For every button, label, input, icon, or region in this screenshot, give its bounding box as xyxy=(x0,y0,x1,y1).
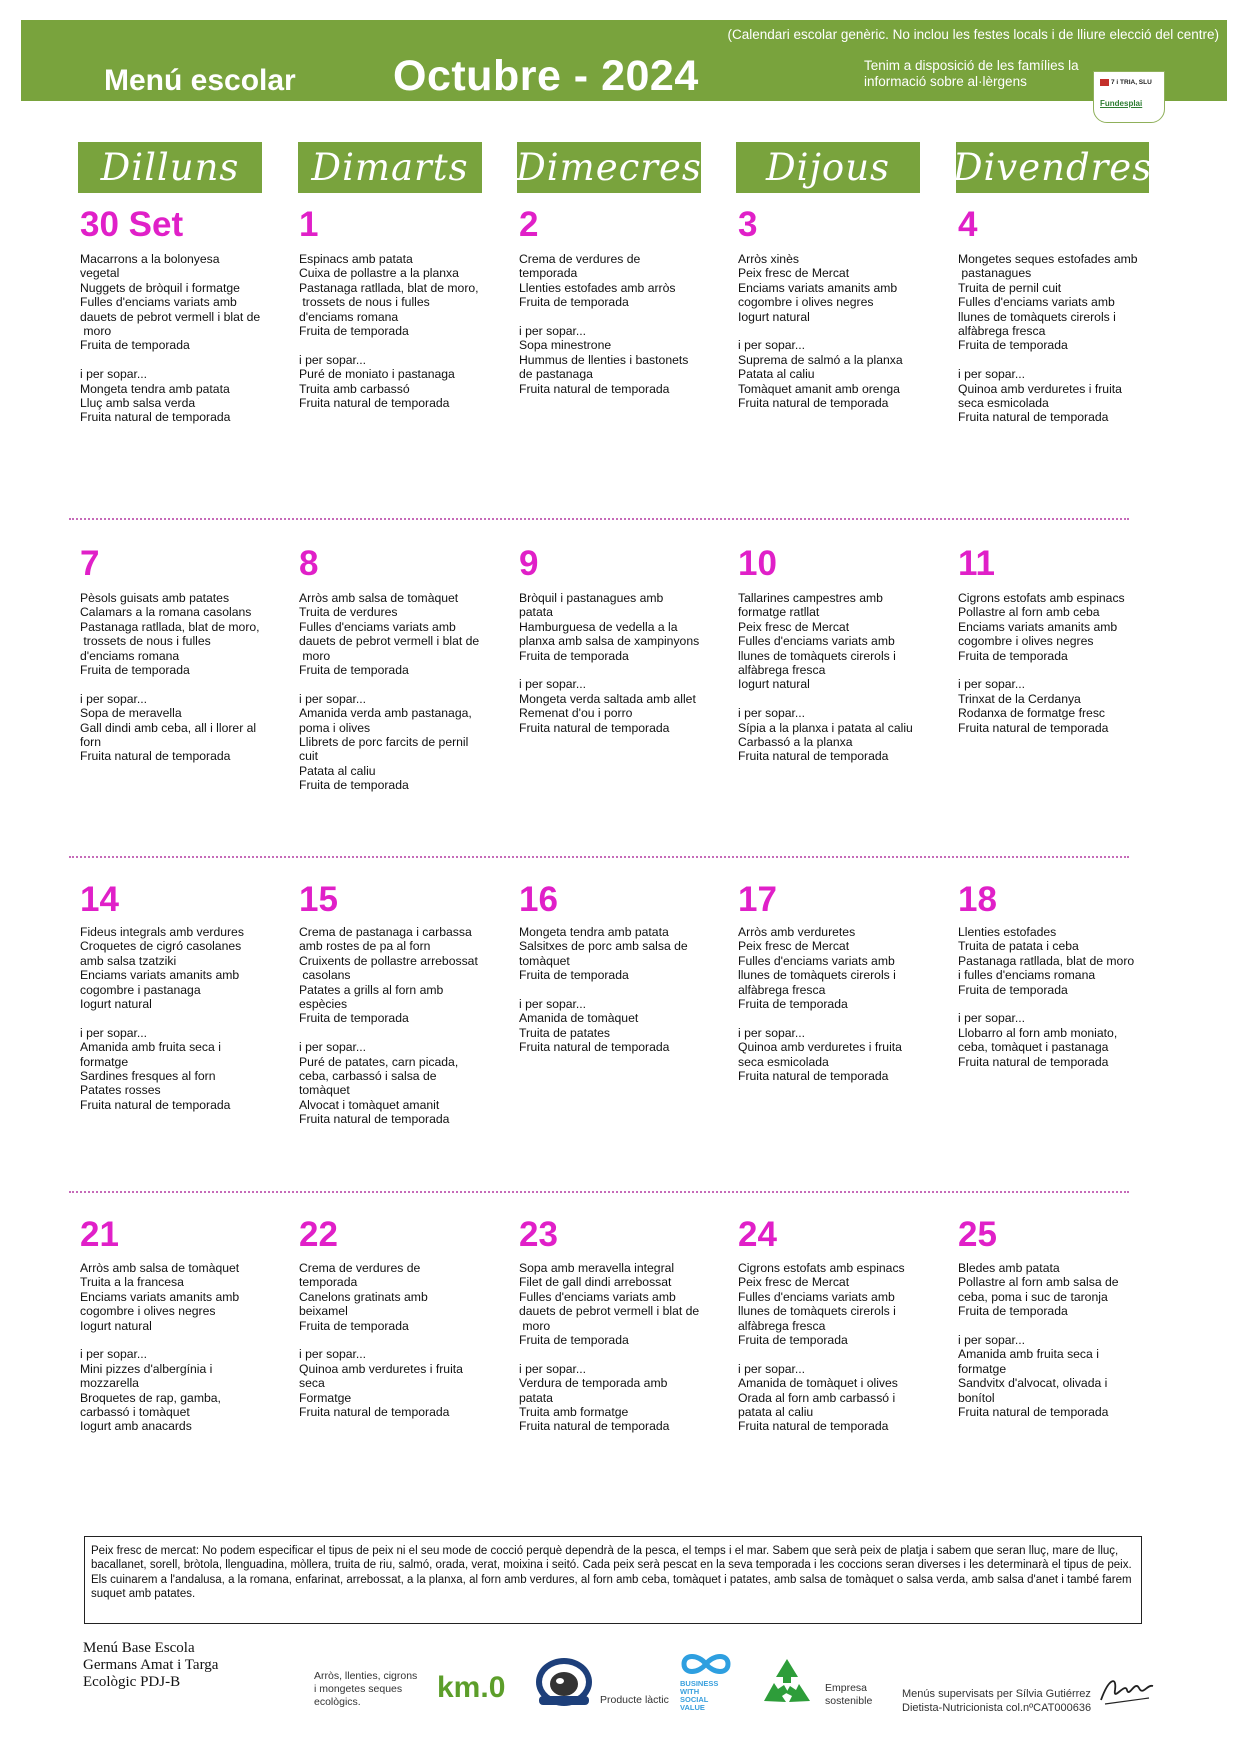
day-number: 10 xyxy=(738,544,777,583)
day-header-dimarts: Dimarts xyxy=(298,142,482,193)
day-menu: Mongetes seques estofades amb pastanagues Truita de pernil cuit Fulles d'enciams variats amb llunes de tomàquets cirerols i alfàbrega fresca Fruita de temporada i per sopar... Quinoa amb verduretes i fruita seca esmicolada Fruita natural de temporada xyxy=(958,252,1138,425)
day-number: 14 xyxy=(80,880,119,919)
month-title: Octubre - 2024 xyxy=(393,52,699,100)
dairy-product-label: Producte làctic xyxy=(600,1694,669,1706)
day-menu: Cigrons estofats amb espinacs Peix fresc de Mercat Fulles d'enciams variats amb llunes de tomàquets cirerols i alfàbrega fresca Fruita de temporada i per sopar... Amanida de tomàquet i olives Orada al forn amb carbassó i patata al caliu Fruita natural de temporada xyxy=(738,1261,905,1434)
day-menu: Arròs amb salsa de tomàquet Truita de verdures Fulles d'enciams variats amb dauets de pebrot vermell i blat de moro Fruita de temporada i per sopar... Amanida verda amb pastanaga, poma i olives Llibrets de porc farcits de pernil cuit Patata al caliu Fruita de temporada xyxy=(299,591,480,793)
day-number: 9 xyxy=(519,544,539,583)
day-menu: Espinacs amb patata Cuixa de pollastre a la planxa Pastanaga ratllada, blat de moro, trossets de nous i fulles d'enciams romana Fruita de temporada i per sopar... Puré de moniato i pastanaga Truita amb carbassó Fruita natural de temporada xyxy=(299,252,479,411)
day-number: 3 xyxy=(738,205,758,244)
day-menu: Crema de verdures de temporada Canelons gratinats amb beixamel Fruita de temporada i per sopar... Quinoa amb verduretes i fruita seca Formatge Fruita natural de temporada xyxy=(299,1261,463,1420)
dairy-cow-logo xyxy=(533,1652,595,1710)
week-separator xyxy=(69,856,1129,858)
signature-icon xyxy=(1097,1670,1157,1710)
day-number: 24 xyxy=(738,1215,777,1254)
day-number: 22 xyxy=(299,1215,338,1254)
day-header-dilluns: Dilluns xyxy=(78,142,262,193)
day-menu: Sopa amb meravella integral Filet de gall dindi arrebossat Fulles d'enciams variats amb dauets de pebrot vermell i blat de moro Fruita de temporada i per sopar... Verdura de temporada amb patata Truita amb formatge Fruita natural de temporada xyxy=(519,1261,700,1434)
day-menu: Fideus integrals amb verdures Croquetes de cigró casolanes amb salsa tzatziki Enciams variats amanits amb cogombre i pastanaga Iogurt natural i per sopar... Amanida amb fruita seca i formatge Sardines fresques al forn Patates rosses Fruita natural de temporada xyxy=(80,925,244,1112)
day-number: 25 xyxy=(958,1215,997,1254)
menu-title: Menú escolar xyxy=(104,64,296,97)
day-header-divendres: Divendres xyxy=(956,142,1149,193)
day-menu: Crema de pastanaga i carbassa amb rostes de pa al forn Cruixents de pollastre arrebossat casolans Patates a grills al forn amb espècies Fruita de temporada i per sopar... Puré de patates, carn picada, ceba, carbassó i salsa de tomàquet Alvocat i tomàquet amanit Fruita natural de temporada xyxy=(299,925,478,1127)
fish-note-text: Peix fresc de mercat: No podem especificar el tipus de peix ni el seu mode de cocció perquè dependrà de la pesca, el temps i el mar. Sabem que serà peix de platja i sabem que seran lluç, mare de lluç, bacallanet, sorell, bròtola, llenguadina, mòllera, truita de riu, salmó, orada, verat, moixina i seitó. Cada peix serà pescat en la seva temporada i les coccions seran diverses i les determinarà el tipus de peix. Els cuinarem a l'andalusa, a la romana, enfarinat, arrebossat, a la planxa, al forn amb verdures, al forn amb ceba, tomàquet i patates, amb salsa de tomàquet o salsa verda, amb salsa d'anet i també farem suquet amb patates. xyxy=(91,1545,1132,1600)
day-menu: Llenties estofades Truita de patata i ceba Pastanaga ratllada, blat de moro i fulles d'enciams romana Fruita de temporada i per sopar... Llobarro al forn amb moniato, ceba, tomàquet i pastanaga Fruita natural de temporada xyxy=(958,925,1135,1069)
day-menu: Arròs amb verduretes Peix fresc de Mercat Fulles d'enciams variats amb llunes de tomàquets cirerols i alfàbrega fresca Fruita de temporada i per sopar... Quinoa amb verduretes i fruita seca esmicolada Fruita natural de temporada xyxy=(738,925,902,1084)
day-menu: Bledes amb patata Pollastre al forn amb salsa de ceba, poma i suc de taronja Fruita de temporada i per sopar... Amanida amb fruita seca i formatge Sandvitx d'alvocat, olivada i bonítol Fruita natural de temporada xyxy=(958,1261,1119,1420)
calendar-note: (Calendari escolar genèric. No inclou les festes locals i de lliure elecció del centre) xyxy=(727,27,1219,42)
day-header-dijous: Dijous xyxy=(736,142,920,193)
recycle-icon xyxy=(758,1655,816,1713)
day-number: 4 xyxy=(958,205,978,244)
day-number: 2 xyxy=(519,205,539,244)
eco-legumes-text: Arròs, llenties, cigrons i mongetes seques ecològics. xyxy=(314,1670,418,1708)
day-number: 7 xyxy=(80,544,100,583)
day-menu: Bròquil i pastanagues amb patata Hamburguesa de vedella a la planxa amb salsa de xampinyons Fruita de temporada i per sopar... Mongeta verda saltada amb allet Remenat d'ou i porro Fruita natural de temporada xyxy=(519,591,700,735)
week-separator xyxy=(69,518,1129,520)
day-number: 16 xyxy=(519,880,558,919)
business-social-value-text: BUSINESS WITH SOCIAL VALUE xyxy=(680,1679,719,1712)
logo-text-7itria: 7 i TRIA, SLU xyxy=(1111,79,1152,87)
day-menu: Cigrons estofats amb espinacs Pollastre al forn amb ceba Enciams variats amanits amb cogombre i olives negres Fruita de temporada i per sopar... Trinxat de la Cerdanya Rodanxa de formatge fresc Fruita natural de temporada xyxy=(958,591,1125,735)
fish-note-box xyxy=(84,1536,1142,1624)
day-number: 11 xyxy=(958,544,995,583)
day-number: 30 Set xyxy=(80,205,184,244)
day-number: 8 xyxy=(299,544,319,583)
day-menu: Crema de verdures de temporada Llenties estofades amb arròs Fruita de temporada i per sopar... Sopa minestrone Hummus de llenties i bastonets de pastanaga Fruita natural de temporada xyxy=(519,252,689,396)
day-number: 21 xyxy=(80,1215,119,1254)
day-number: 18 xyxy=(958,880,997,919)
day-header-dimecres: Dimecres xyxy=(517,142,701,193)
sustainable-company-text: Empresa sostenible xyxy=(825,1682,873,1707)
day-number: 23 xyxy=(519,1215,558,1254)
day-menu: Arròs xinès Peix fresc de Mercat Enciams variats amanits amb cogombre i olives negres Iogurt natural i per sopar... Suprema de salmó a la planxa Patata al caliu Tomàquet amanit amb orenga Fruita natural de temporada xyxy=(738,252,903,411)
day-number: 1 xyxy=(299,205,319,244)
logo-text-fundesplai: Fundesplai xyxy=(1100,99,1143,108)
day-number: 15 xyxy=(299,880,338,919)
supervised-by-text: Menús supervisats per Sílvia Gutiérrez Dietista-Nutricionista col.nºCAT000636 xyxy=(902,1688,1092,1714)
allergen-info: Tenim a disposició de les famílies la informació sobre al·lèrgens xyxy=(864,58,1079,89)
km0-logo: km.0 xyxy=(437,1671,506,1704)
day-number: 17 xyxy=(738,880,777,919)
day-menu: Pèsols guisats amb patates Calamars a la romana casolans Pastanaga ratllada, blat de moro, trossets de nous i fulles d'enciams romana Fruita de temporada i per sopar... Sopa de meravella Gall dindi amb ceba, all i llorer al forn Fruita natural de temporada xyxy=(80,591,260,764)
week-separator xyxy=(69,1191,1129,1193)
day-menu: Mongeta tendra amb patata Salsitxes de porc amb salsa de tomàquet Fruita de temporada i per sopar... Amanida de tomàquet Truita de patates Fruita natural de temporada xyxy=(519,925,688,1055)
day-menu: Macarrons a la bolonyesa vegetal Nuggets de bròquil i formatge Fulles d'enciams variats amb dauets de pebrot vermell i blat de moro Fruita de temporada i per sopar... Mongeta tendra amb patata Lluç amb salsa verda Fruita natural de temporada xyxy=(80,252,261,425)
menu-base-label: Menú Base Escola Germans Amat i Targa Ecològic PDJ-B xyxy=(83,1640,219,1690)
day-menu: Arròs amb salsa de tomàquet Truita a la francesa Enciams variats amanits amb cogombre i olives negres Iogurt natural i per sopar... Mini pizzes d'albergínia i mozzarella Broquetes de rap, gamba, carbassó i tomàquet Iogurt amb anacards xyxy=(80,1261,240,1434)
header-banner xyxy=(21,20,1227,101)
day-menu: Tallarines campestres amb formatge ratllat Peix fresc de Mercat Fulles d'enciams variats amb llunes de tomàquets cirerols i alfàbrega fresca Iogurt natural i per sopar... Sípia a la planxa i patata al caliu Carbassó a la planxa Fruita natural de temporada xyxy=(738,591,913,764)
company-logo xyxy=(1093,71,1165,123)
